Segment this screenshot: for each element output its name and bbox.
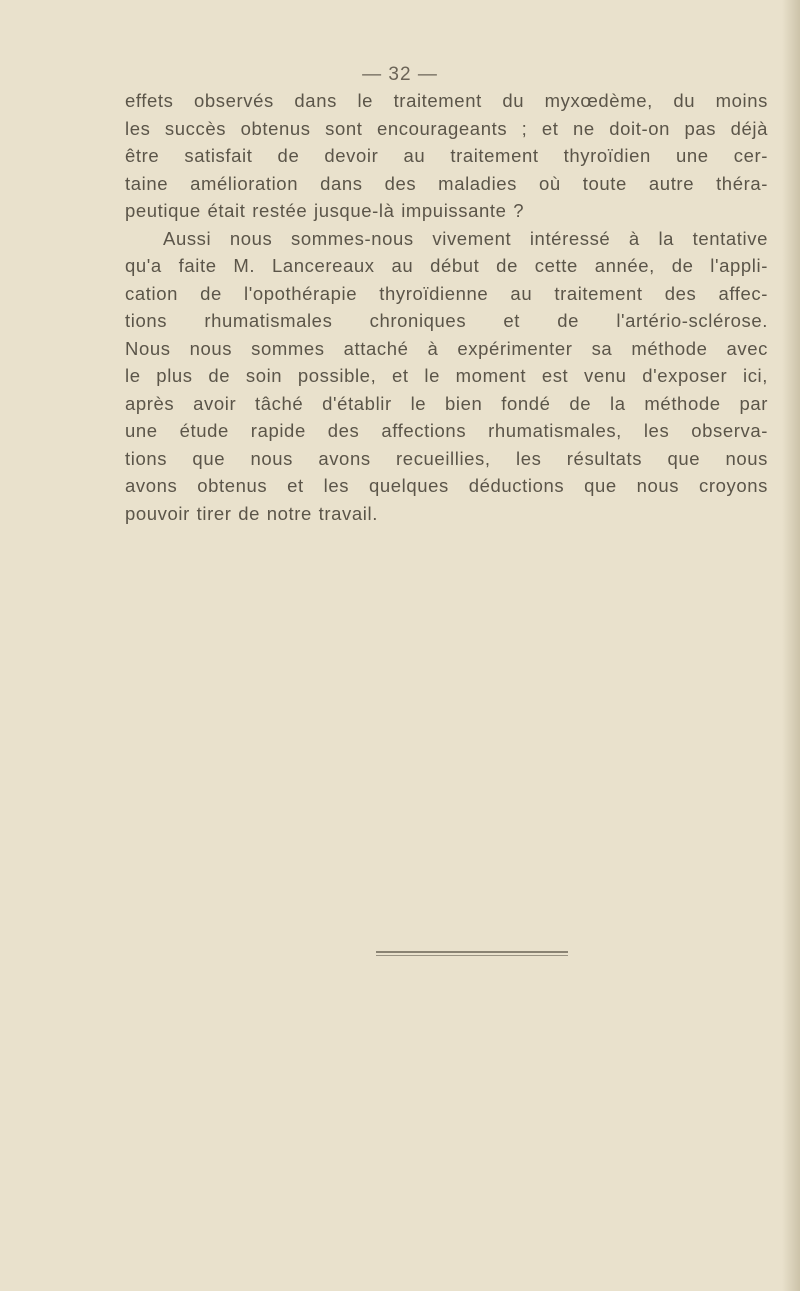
text-line: peutique était restée jusque-là impuissante ? <box>125 200 525 221</box>
text-line: tions rhumatismales chroniques et de l'artério-sclérose. <box>125 310 768 331</box>
text-line: qu'a faite M. Lancereaux au début de cette année, de l'appli- <box>125 255 768 276</box>
text-line: être satisfait de devoir au traitement thyroïdien une cer- <box>125 145 768 166</box>
text-line: Aussi nous sommes-nous vivement intéressé à la tentative <box>163 227 768 249</box>
text-line: le plus de soin possible, et le moment est venu d'exposer ici, <box>125 365 768 386</box>
text-line: effets observés dans le traitement du myxœdème, du moins <box>125 90 768 111</box>
paragraph-2 <box>125 225 768 528</box>
section-end-rule <box>376 951 568 953</box>
text-line: cation de l'opothérapie thyroïdienne au traitement des affec- <box>125 282 768 304</box>
text-line: après avoir tâché d'établir le bien fondé de la méthode par <box>125 392 768 414</box>
text-line: une étude rapide des affections rhumatismales, les observa- <box>125 420 768 441</box>
text-line: pouvoir tirer de notre travail. <box>125 502 378 524</box>
page-number: — 32 — <box>362 64 438 85</box>
section-end-rule-thin <box>376 955 568 956</box>
text-line: tions que nous avons recueillies, les résultats que nous <box>125 447 768 469</box>
body-text <box>125 87 768 527</box>
paragraph-1 <box>125 87 768 225</box>
text-line: Nous nous sommes attaché à expérimenter sa méthode avec <box>125 337 768 359</box>
page-edge-shadow <box>782 0 800 1291</box>
text-line: avons obtenus et les quelques déductions que nous croyons <box>125 475 768 496</box>
text-line: taine amélioration dans des maladies où toute autre théra- <box>125 172 768 194</box>
text-line: les succès obtenus sont encourageants ; et ne doit-on pas déjà <box>125 117 768 139</box>
